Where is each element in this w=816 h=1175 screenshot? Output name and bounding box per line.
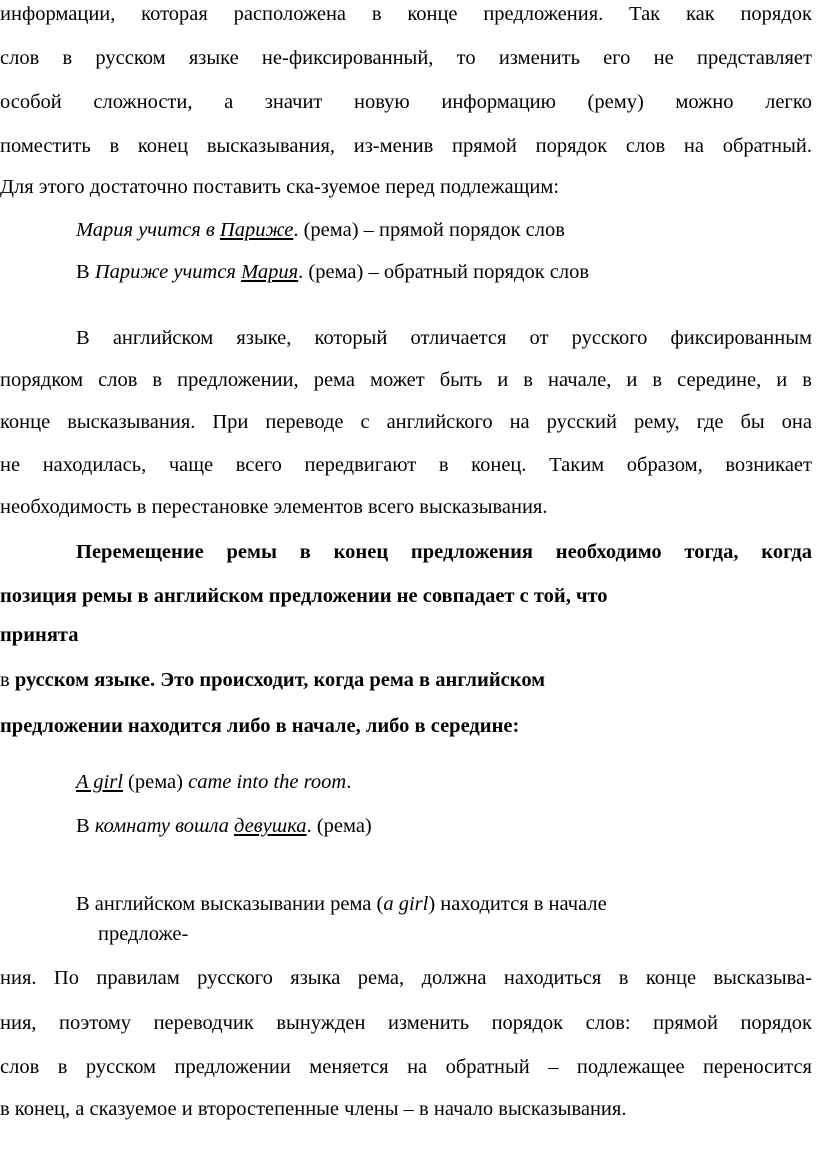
text-line: в конец, а сказуемое и второстепенные члены – в начало высказывания. bbox=[0, 1098, 627, 1120]
example-italic: came into the room bbox=[188, 771, 347, 793]
text-end: ) находится в начале bbox=[428, 893, 607, 915]
example-dot: . bbox=[298, 261, 304, 283]
rheme-underlined: Париже bbox=[219, 219, 294, 241]
text-line: предложе- bbox=[98, 923, 189, 945]
rheme-underlined: A girl bbox=[76, 771, 123, 793]
text-line: слов в русском языке не-фиксированный, то изменить его не представляет bbox=[0, 47, 812, 69]
example-line bbox=[76, 250, 812, 294]
text-line: конце высказывания. При переводе с английского на русский рему, где бы она bbox=[0, 411, 812, 433]
example-note: (рема) – прямой порядок слов bbox=[298, 219, 565, 241]
text-line: информации, которая расположена в конце предложения. Так как порядок bbox=[0, 3, 812, 25]
example-dot: . bbox=[346, 771, 352, 793]
example-dot: . bbox=[306, 815, 312, 837]
bold-line: Перемещение ремы в конец предложения необходимо тогда, когда bbox=[76, 541, 812, 563]
rheme-underlined: девушка bbox=[234, 815, 307, 837]
example-start: В bbox=[76, 261, 95, 283]
text-line: Для этого достаточно поставить ска-зуемое перед подлежащим: bbox=[0, 176, 560, 198]
bold-line: позиция ремы в английском предложении не совпадает с той, что bbox=[0, 585, 608, 607]
text-line: В английском языке, который отличается от русского фиксированным bbox=[76, 327, 812, 349]
plain-preposition: в bbox=[0, 669, 15, 691]
bold-text: русском языке. Это происходит, когда рема в английском bbox=[14, 669, 546, 691]
example-note: (рема) bbox=[122, 771, 189, 793]
example-note: (рема) bbox=[311, 815, 372, 837]
example-italic: комнату вошла bbox=[94, 815, 235, 837]
bold-line: принята bbox=[0, 624, 79, 646]
text-start: В английском высказывании рема ( bbox=[76, 893, 384, 915]
text-line: ния, поэтому переводчик вынужден изменить порядок слов: прямой порядок bbox=[0, 1012, 812, 1034]
text-line: ния. По правилам русского языка рема, должна находиться в конце высказыва- bbox=[0, 967, 812, 989]
text-line: не находилась, чаще всего передвигают в конец. Таким образом, возникает bbox=[0, 454, 812, 476]
example-italic: Париже учится bbox=[94, 261, 242, 283]
example-italic: a girl bbox=[383, 893, 429, 915]
bold-line: предложении находится либо в начале, либо в середине: bbox=[0, 715, 520, 737]
text-line: особой сложности, а значит новую информацию (рему) можно легко bbox=[0, 91, 812, 113]
text-line: необходимость в перестановке элементов всего высказывания. bbox=[0, 496, 548, 518]
rheme-underlined: Мария bbox=[241, 261, 299, 283]
text-line: слов в русском предложении меняется на обратный – подлежащее переносится bbox=[0, 1056, 812, 1078]
example-dot: . bbox=[293, 219, 299, 241]
example-note: (рема) – обратный порядок слов bbox=[303, 261, 590, 283]
text-line: поместить в конец высказывания, из-менив прямой порядок слов на обратный. bbox=[0, 135, 812, 157]
example-start: В bbox=[76, 815, 95, 837]
example-line bbox=[76, 760, 812, 804]
example-line bbox=[76, 804, 812, 848]
example-line bbox=[76, 208, 812, 252]
text-line: порядком слов в предложении, рема может быть и в начале, и в середине, и в bbox=[0, 369, 812, 391]
example-italic: Мария учится в bbox=[76, 219, 220, 241]
bold-line bbox=[0, 658, 812, 702]
